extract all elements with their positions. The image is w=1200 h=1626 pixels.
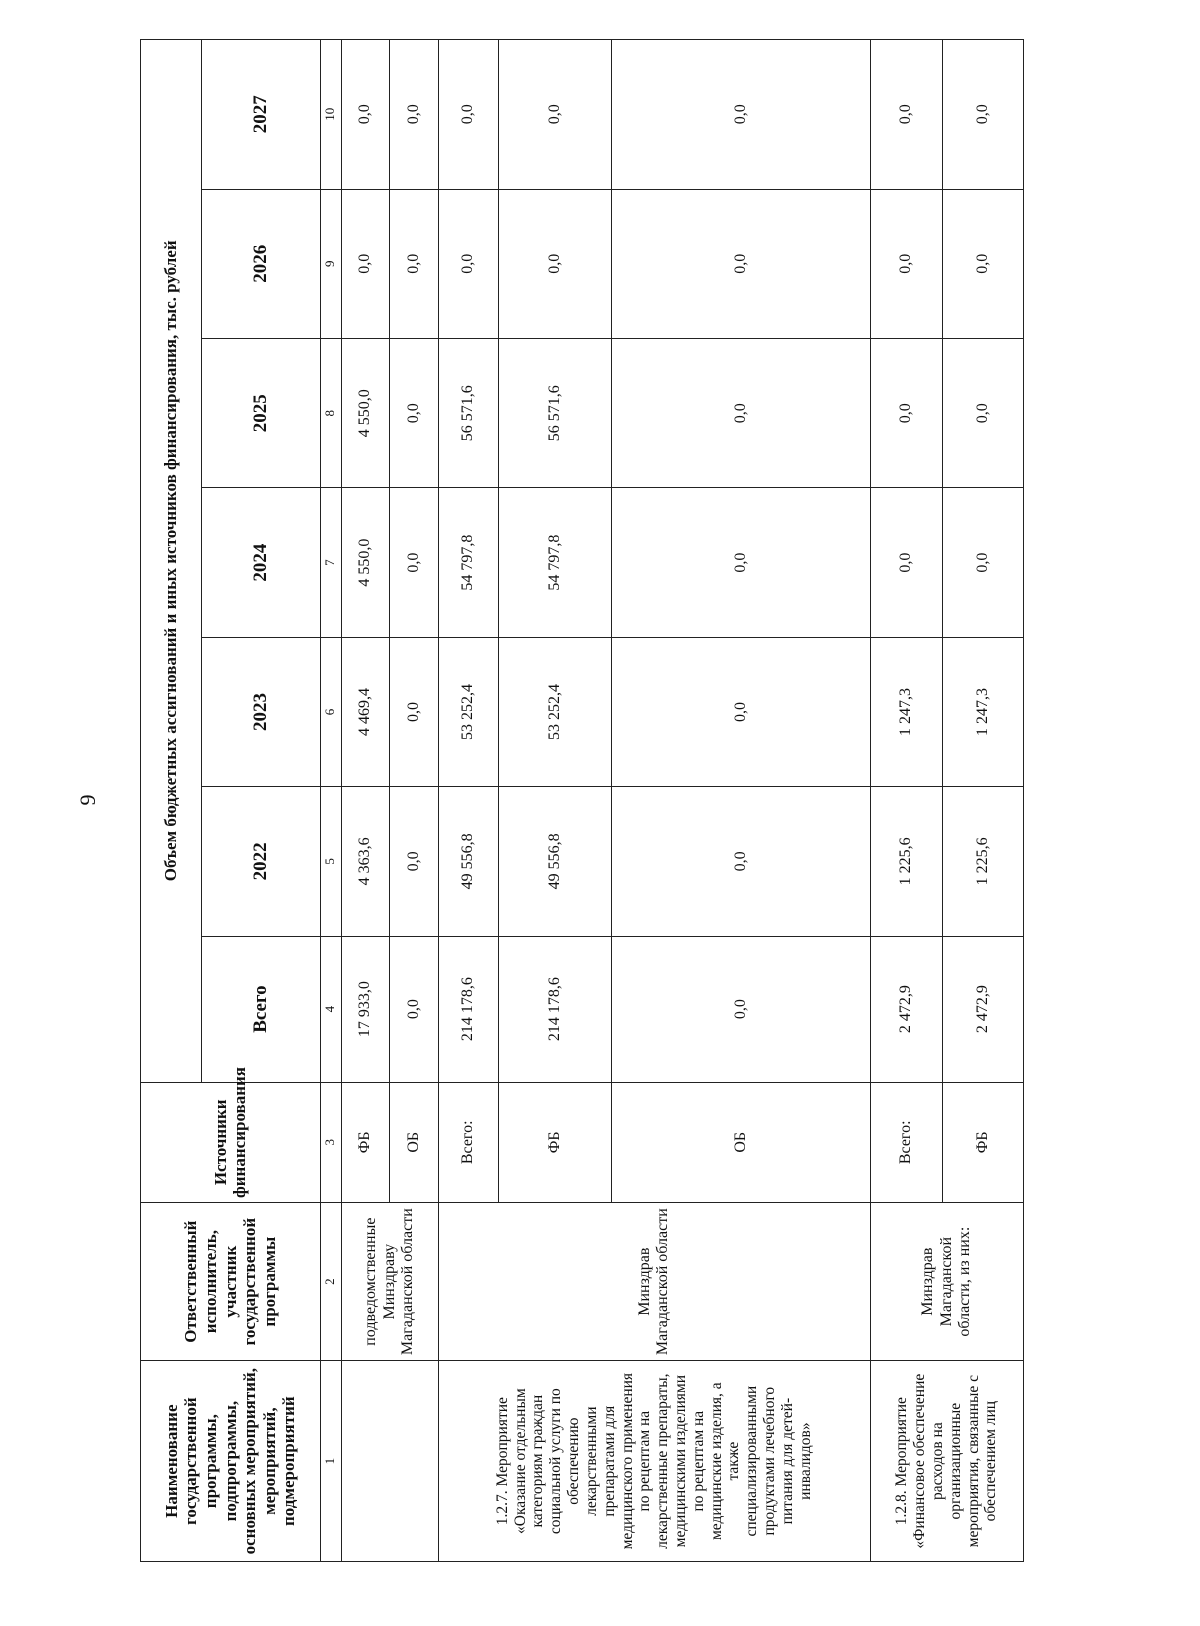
value-cell: 1 247,3 (870, 637, 943, 786)
header-volume: Объем бюджетных ассигнований и иных источников финансирования, тыс. рублей (141, 40, 202, 1083)
source-cell: ФБ (341, 1082, 389, 1202)
col-number: 5 (320, 787, 341, 936)
rotated-table-wrapper (140, 39, 1024, 1562)
value-cell: 0,0 (612, 338, 870, 487)
value-cell: 0,0 (612, 637, 870, 786)
value-cell: 0,0 (612, 787, 870, 936)
header-year: 2023 (201, 637, 320, 786)
table-row (341, 40, 389, 1562)
program-name: 1.2.7. Мероприятие «Оказание отдельным категориям граждан социальной услуги по обеспечению лекарственными препаратами для медицинского применения по рецептам на лекарственные препараты, медицинскими изделиями по рецептам на медицинские изделия, а также специализированными продуктами лечебного питания для детей-инвалидов» (438, 1361, 870, 1562)
value-cell: 0,0 (870, 338, 943, 487)
value-cell: 56 571,6 (438, 338, 499, 487)
value-cell: 0,0 (870, 189, 943, 338)
header-year: 2025 (201, 338, 320, 487)
value-cell: 0,0 (499, 40, 612, 190)
value-cell: 54 797,8 (438, 488, 499, 637)
col-number: 7 (320, 488, 341, 637)
source-cell: ОБ (390, 1082, 438, 1202)
col-number: 10 (320, 40, 341, 190)
value-cell: 49 556,8 (438, 787, 499, 936)
value-cell: 2 472,9 (943, 936, 1024, 1082)
col-number: 4 (320, 936, 341, 1082)
responsible-cell: Минздрав Магаданской области, из них: (870, 1203, 1023, 1361)
value-cell: 54 797,8 (499, 488, 612, 637)
value-cell: 0,0 (612, 189, 870, 338)
value-cell: 0,0 (943, 189, 1024, 338)
col-number: 8 (320, 338, 341, 487)
col-number: 9 (320, 189, 341, 338)
value-cell: 0,0 (612, 488, 870, 637)
value-cell: 0,0 (390, 189, 438, 338)
header-responsible: Ответственный исполнитель, участник государственной программы (141, 1203, 321, 1361)
col-number: 2 (320, 1203, 341, 1361)
value-cell: 53 252,4 (499, 637, 612, 786)
value-cell: 2 472,9 (870, 936, 943, 1082)
program-name-empty (341, 1361, 438, 1562)
value-cell: 0,0 (943, 338, 1024, 487)
header-year: 2027 (201, 40, 320, 190)
header-row-1 (141, 40, 202, 1562)
header-name: Наименование государственной программы, подпрограммы, основных мероприятий, мероприятий, подмероприятий (141, 1361, 321, 1562)
responsible-cell: Минздрав Магаданской области (438, 1203, 870, 1361)
value-cell: 0,0 (870, 488, 943, 637)
page-number: 9 (75, 794, 100, 806)
value-cell: 0,0 (943, 40, 1024, 190)
value-cell: 0,0 (943, 488, 1024, 637)
value-cell: 0,0 (438, 40, 499, 190)
header-source: Источники финансирования (141, 1082, 321, 1202)
source-cell: ФБ (499, 1082, 612, 1202)
value-cell: 1 225,6 (870, 787, 943, 936)
source-cell: Всего: (870, 1082, 943, 1202)
table-row (870, 40, 943, 1562)
value-cell: 0,0 (390, 488, 438, 637)
value-cell: 0,0 (870, 40, 943, 190)
value-cell: 56 571,6 (499, 338, 612, 487)
value-cell: 49 556,8 (499, 787, 612, 936)
value-cell: 0,0 (390, 637, 438, 786)
value-cell: 1 247,3 (943, 637, 1024, 786)
value-cell: 0,0 (612, 40, 870, 190)
value-cell: 1 225,6 (943, 787, 1024, 936)
value-cell: 214 178,6 (438, 936, 499, 1082)
header-total: Всего (201, 936, 320, 1082)
source-cell: ФБ (943, 1082, 1024, 1202)
program-name: 1.2.8. Мероприятие «Финансовое обеспечение расходов на организационные мероприятия, связанные с обеспечением лиц (870, 1361, 1023, 1562)
value-cell: 0,0 (390, 787, 438, 936)
value-cell: 0,0 (341, 40, 389, 190)
value-cell: 4 469,4 (341, 637, 389, 786)
value-cell: 0,0 (438, 189, 499, 338)
col-number: 3 (320, 1082, 341, 1202)
header-year: 2022 (201, 787, 320, 936)
value-cell: 0,0 (390, 936, 438, 1082)
source-cell: ОБ (612, 1082, 870, 1202)
value-cell: 214 178,6 (499, 936, 612, 1082)
value-cell: 17 933,0 (341, 936, 389, 1082)
value-cell: 53 252,4 (438, 637, 499, 786)
column-numbers-row (320, 40, 341, 1562)
value-cell: 0,0 (341, 189, 389, 338)
financing-table (140, 39, 1024, 1562)
value-cell: 4 550,0 (341, 338, 389, 487)
value-cell: 0,0 (390, 338, 438, 487)
value-cell: 4 550,0 (341, 488, 389, 637)
col-number: 1 (320, 1361, 341, 1562)
value-cell: 0,0 (612, 936, 870, 1082)
col-number: 6 (320, 637, 341, 786)
header-year: 2026 (201, 189, 320, 338)
value-cell: 0,0 (499, 189, 612, 338)
value-cell: 0,0 (390, 40, 438, 190)
header-year: 2024 (201, 488, 320, 637)
table-row (438, 40, 499, 1562)
value-cell: 4 363,6 (341, 787, 389, 936)
source-cell: Всего: (438, 1082, 499, 1202)
responsible-cell: подведомственные Минздраву Магаданской области (341, 1203, 438, 1361)
